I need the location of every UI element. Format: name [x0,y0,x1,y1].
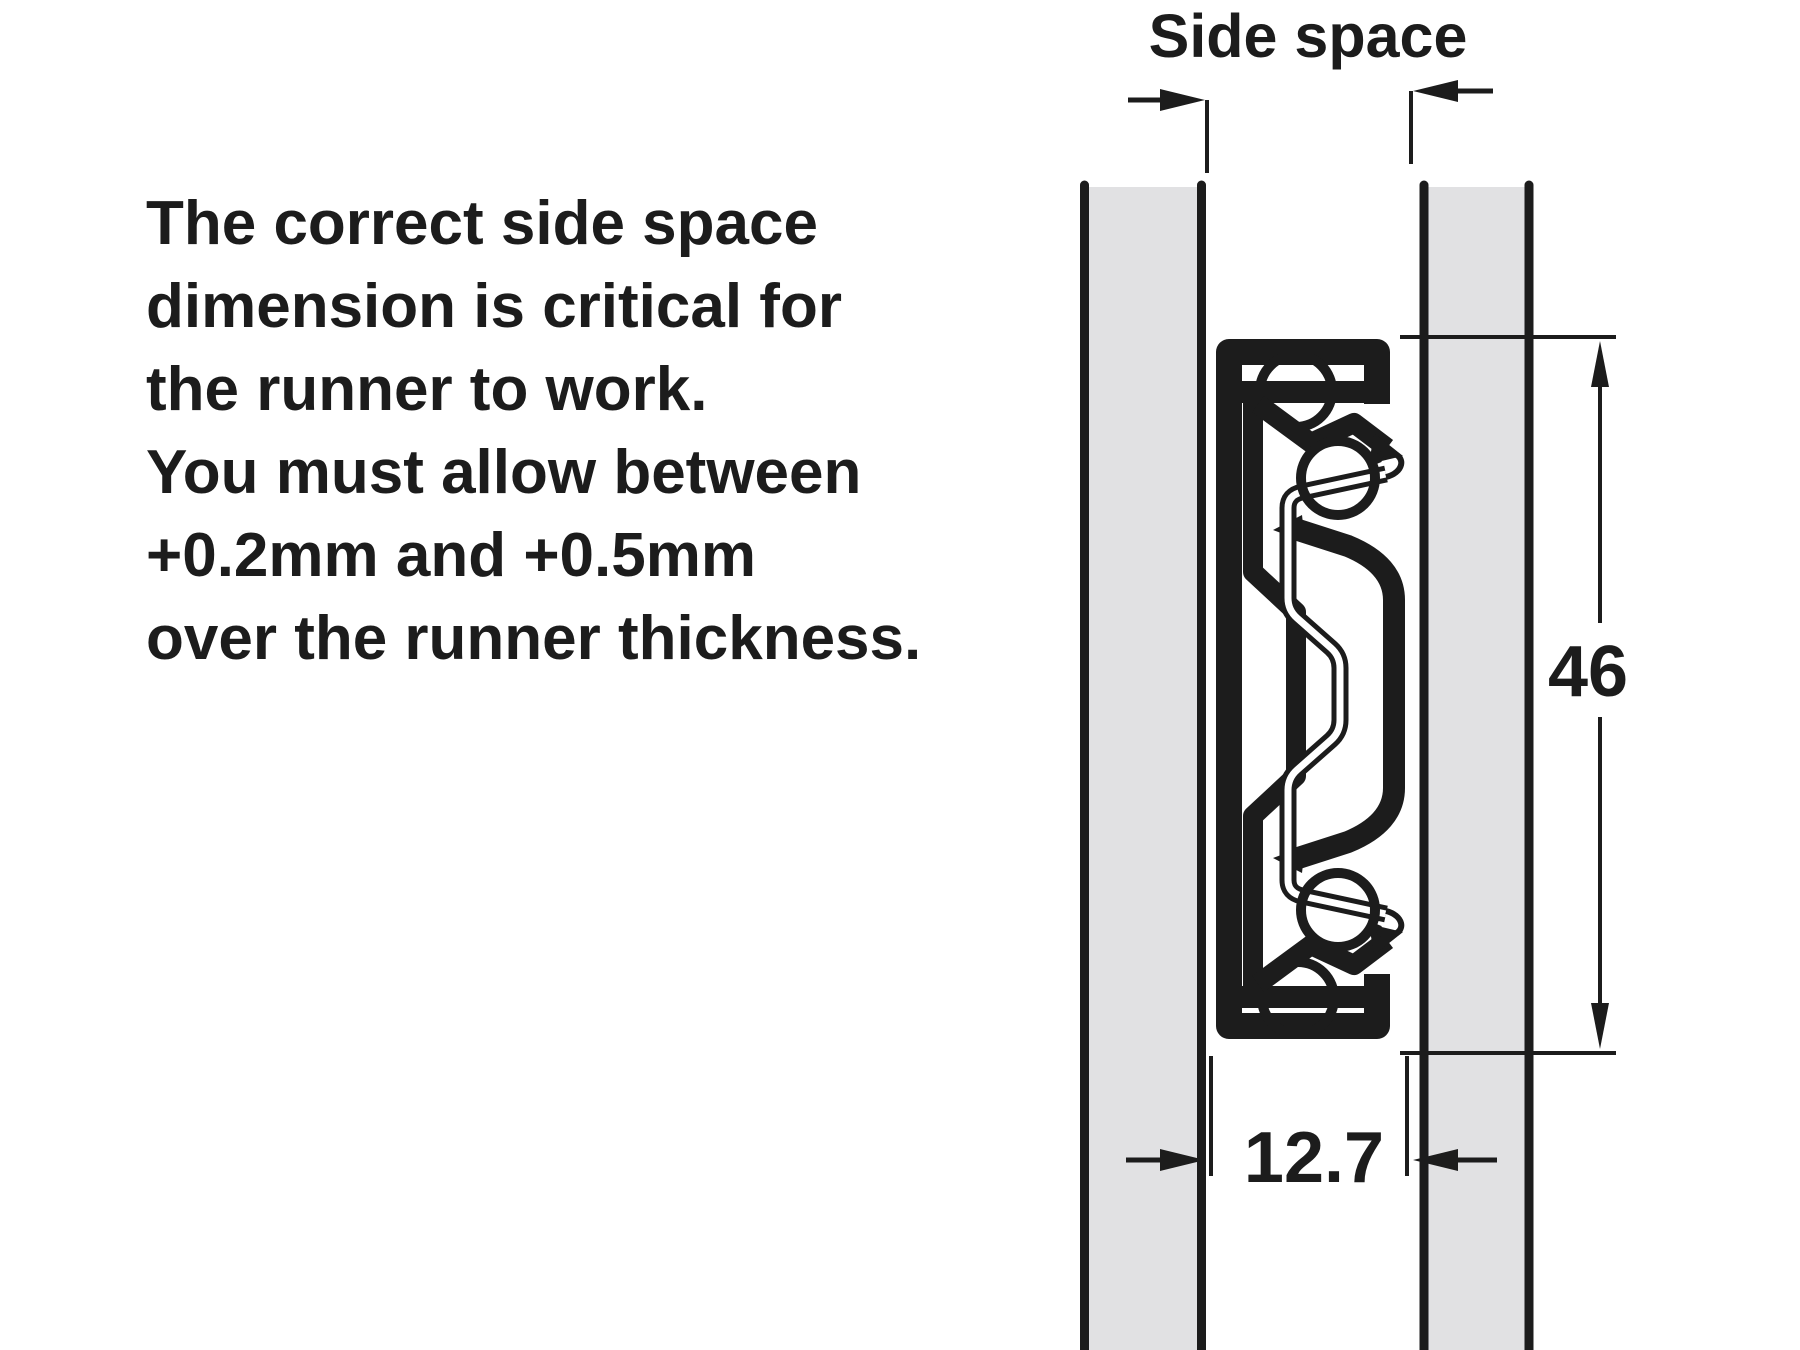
side-space-label: Side space [1148,2,1468,70]
note-line: over the runner thickness. [146,604,922,673]
note-line: dimension is critical for [146,272,842,341]
thickness-dimension-value: 12.7 [1243,1118,1385,1198]
arrow-left-icon [1413,80,1458,102]
runner-back-flange [1253,398,1296,990]
right-panel [1424,185,1529,1350]
arrow-right-icon [1160,89,1205,111]
arrow-up-icon [1591,341,1609,387]
right-panel-fill [1424,187,1529,1350]
left-panel-fill [1082,187,1204,1350]
arrow-down-icon [1591,1003,1609,1049]
side-space-leader-right [1411,80,1493,164]
side-space-leader-left [1128,89,1207,173]
instruction-note [146,182,921,680]
note-line: The correct side space [146,189,818,258]
left-panel [1082,185,1204,1350]
drawer-runner-cross-section [1229,352,1403,1034]
height-dimension-value: 46 [1547,632,1629,712]
note-line: the runner to work. [146,355,708,424]
note-line: You must allow between [146,438,862,507]
note-line: +0.2mm and +0.5mm [146,521,756,590]
